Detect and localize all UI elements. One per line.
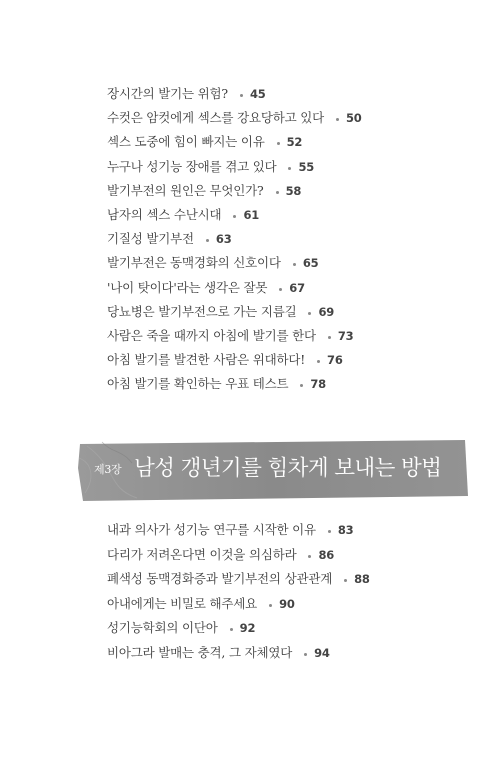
toc-entry-page-number: 65: [302, 256, 319, 271]
toc-entry-page-number: 69: [318, 304, 335, 319]
toc-entry: [107, 594, 477, 619]
toc-entry-page-number: 92: [239, 621, 256, 636]
toc-entry-page-number: 88: [354, 572, 370, 587]
leader-dot-icon: [206, 239, 209, 242]
toc-entry: [107, 84, 477, 108]
toc-entry: [107, 108, 477, 132]
toc-entry-page-number: 45: [249, 87, 266, 101]
toc-entry-page-number: 63: [215, 232, 232, 247]
leader-dot-icon: [293, 263, 296, 266]
toc-entry-title: 섹스 도중에 힘이 빠지는 이유: [107, 134, 265, 150]
toc-entry: [107, 520, 477, 545]
toc-entry-title: 장시간의 발기는 위험?: [107, 86, 228, 101]
toc-list-top: [107, 84, 477, 398]
toc-entry: [107, 302, 477, 326]
toc-entry: [107, 229, 477, 253]
leader-dot-icon: [277, 142, 280, 145]
leader-dot-icon: [300, 384, 303, 387]
leader-dot-icon: [276, 191, 279, 194]
toc-entry: [107, 374, 477, 398]
toc-entry-title: 수컷은 암컷에게 섹스를 강요당하고 있다: [107, 110, 324, 126]
toc-entry-page-number: 61: [243, 207, 260, 222]
toc-entry: [107, 278, 477, 302]
toc-entry-page-number: 73: [337, 328, 354, 343]
toc-entry-page-number: 52: [286, 135, 303, 150]
leader-dot-icon: [304, 653, 307, 656]
leader-dot-icon: [233, 215, 236, 218]
toc-entry-title: 발기부전은 동맥경화의 신호이다: [107, 255, 281, 271]
toc-entry: [107, 181, 477, 205]
toc-entry: [107, 618, 477, 643]
leader-dot-icon: [336, 118, 339, 121]
chapter-label: 제3장: [94, 463, 122, 476]
toc-entry-page-number: 67: [289, 280, 305, 295]
toc-entry-title: 사람은 죽을 때까지 아침에 발기를 한다: [107, 327, 316, 343]
chapter-banner: [77, 438, 469, 502]
toc-list-bottom: [107, 520, 477, 668]
toc-entry-title: 기질성 발기부전: [107, 231, 194, 247]
toc-entry: [107, 132, 477, 156]
leader-dot-icon: [288, 167, 291, 170]
leader-dot-icon: [328, 336, 331, 339]
toc-entry-page-number: 94: [314, 645, 330, 660]
toc-entry: [107, 350, 477, 374]
toc-entry-title: 폐색성 동맥경화증과 발기부전의 상관관계: [107, 571, 333, 587]
toc-entry: [107, 326, 477, 350]
toc-entry-title: 내과 의사가 성기능 연구를 시작한 이유: [107, 522, 316, 537]
chapter-title: 남성 갱년기를 힘차게 보내는 방법: [134, 456, 442, 481]
toc-entry-title: 발기부전의 원인은 무엇인가?: [107, 182, 264, 198]
toc-entry-title: 아내에게는 비밀로 해주세요: [107, 595, 258, 611]
toc-entry-page-number: 78: [310, 377, 326, 392]
toc-entry-page-number: 76: [327, 353, 343, 368]
toc-entry-title: 아침 발기를 발견한 사람은 위대하다!: [107, 352, 306, 368]
toc-entry-title: 아침 발기를 확인하는 우표 테스트: [107, 376, 289, 392]
toc-entry-page-number: 55: [298, 159, 315, 174]
leader-dot-icon: [317, 360, 320, 363]
leader-dot-icon: [240, 94, 243, 97]
toc-entry: [107, 205, 477, 229]
toc-entry-title: 다리가 저려온다면 이것을 의심하라: [107, 546, 297, 562]
toc-entry-title: 비아그라 발매는 충격, 그 자체였다: [107, 644, 293, 660]
toc-entry-title: 누구나 성기능 장애를 겪고 있다: [107, 158, 277, 174]
leader-dot-icon: [308, 312, 311, 315]
toc-entry: [107, 253, 477, 277]
toc-entry: [107, 157, 477, 181]
toc-entry-page-number: 58: [285, 183, 302, 198]
leader-dot-icon: [269, 604, 272, 607]
toc-entry-page-number: 83: [337, 523, 354, 537]
toc-entry: [107, 569, 477, 594]
leader-dot-icon: [308, 555, 311, 558]
leader-dot-icon: [230, 628, 233, 631]
leader-dot-icon: [328, 530, 331, 533]
toc-entry: [107, 643, 477, 668]
toc-entry-page-number: 50: [345, 111, 362, 126]
leader-dot-icon: [279, 288, 282, 291]
toc-entry-title: 당뇨병은 발기부전으로 가는 지름길: [107, 303, 297, 319]
toc-entry-page-number: 90: [279, 596, 295, 611]
leader-dot-icon: [344, 579, 347, 582]
toc-entry-title: 남자의 섹스 수난시대: [107, 206, 222, 222]
toc-entry-title: 성기능학회의 이단아: [107, 620, 218, 636]
toc-entry-page-number: 86: [318, 547, 335, 562]
toc-entry: [107, 545, 477, 570]
toc-entry-title: '나이 탓이다'라는 생각은 잘못: [107, 279, 268, 295]
